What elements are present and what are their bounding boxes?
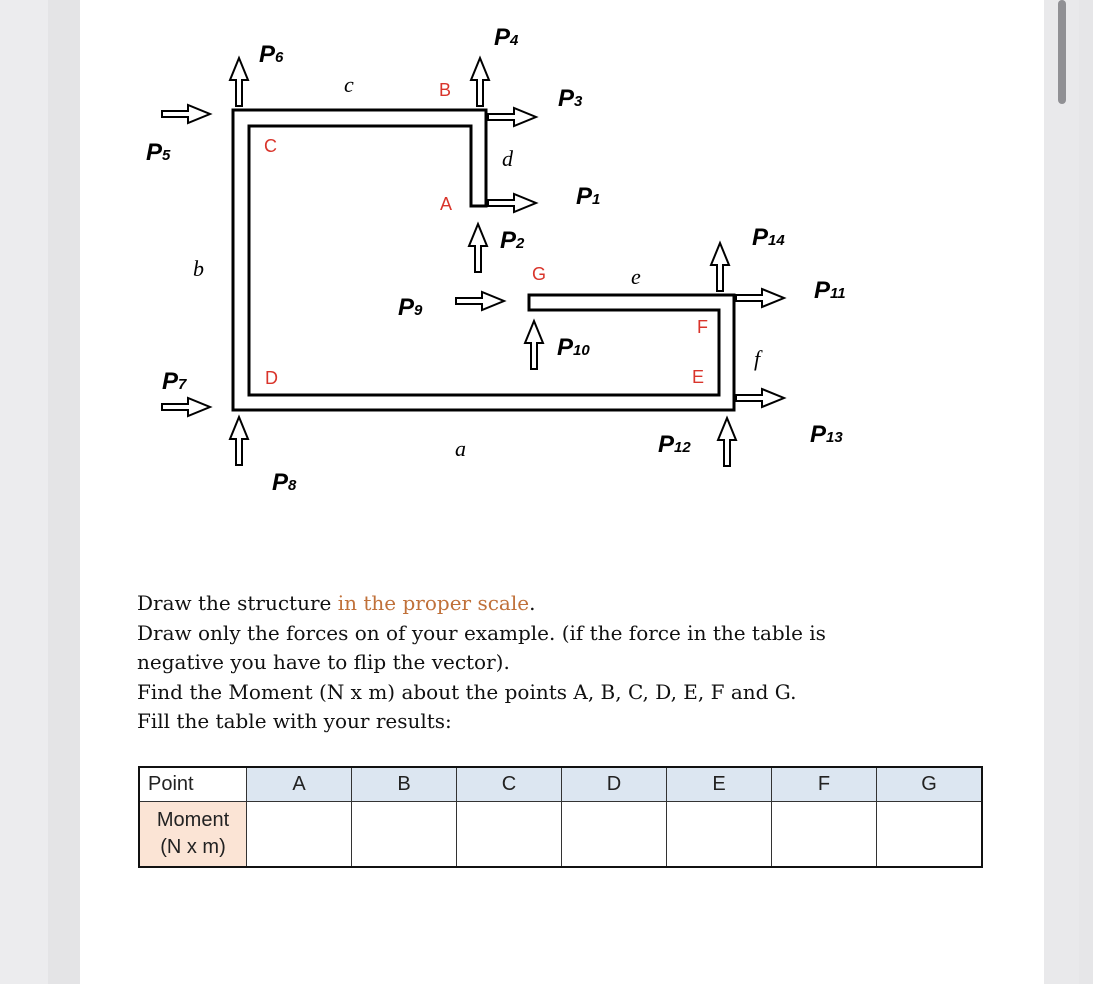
dimension-a-label: a bbox=[455, 436, 466, 461]
column-header-f: F bbox=[772, 767, 877, 802]
point-a-label: A bbox=[440, 194, 453, 214]
force-arrows bbox=[162, 58, 784, 466]
force-p14-label: P14 bbox=[752, 224, 785, 251]
instruction-line-1 bbox=[137, 589, 997, 619]
scrollbar-track[interactable] bbox=[1044, 0, 1079, 984]
instruction-line-4: Find the Moment (N x m) about the points A, B, C, D, E, F and G. bbox=[137, 679, 797, 704]
column-header-c: C bbox=[457, 767, 562, 802]
dimension-e-label: e bbox=[631, 264, 641, 289]
point-c-label: C bbox=[264, 136, 277, 156]
force-p7-arrow bbox=[162, 398, 210, 416]
table-moment-row bbox=[139, 802, 982, 868]
point-f-label: F bbox=[697, 317, 708, 337]
force-p3-label: P3 bbox=[558, 85, 583, 112]
force-p1-arrow bbox=[488, 194, 536, 212]
force-p5-label: P5 bbox=[146, 139, 171, 166]
column-header-a: A bbox=[247, 767, 352, 802]
moment-results-table bbox=[138, 766, 983, 868]
dimension-b-label: b bbox=[193, 256, 204, 281]
force-p8-label: P8 bbox=[272, 469, 297, 496]
point-e-label: E bbox=[692, 367, 705, 387]
point-d-label: D bbox=[265, 368, 278, 388]
row-label-line-2: (N x m) bbox=[160, 836, 226, 858]
force-p12-arrow bbox=[718, 418, 736, 466]
force-p4-label: P4 bbox=[494, 24, 519, 51]
column-header-b: B bbox=[352, 767, 457, 802]
force-p8-arrow bbox=[230, 417, 248, 465]
force-p10-label: P10 bbox=[557, 334, 590, 361]
dimension-c-label: c bbox=[344, 72, 354, 97]
moment-cell-b[interactable] bbox=[352, 802, 457, 868]
point-g-label: G bbox=[532, 264, 547, 284]
moment-cell-g[interactable] bbox=[877, 802, 983, 868]
structure-frame bbox=[233, 110, 734, 410]
instruction-line-3: negative you have to flip the vector). bbox=[137, 650, 510, 674]
force-p10-arrow bbox=[525, 321, 543, 369]
force-p7-label: P7 bbox=[162, 368, 187, 395]
force-p1-label: P1 bbox=[576, 183, 601, 210]
scrollbar-thumb[interactable] bbox=[1058, 0, 1066, 104]
force-p5-arrow bbox=[162, 105, 210, 123]
force-p3-arrow bbox=[488, 108, 536, 126]
force-p2-label: P2 bbox=[500, 227, 525, 254]
column-header-e: E bbox=[667, 767, 772, 802]
dimension-d-label: d bbox=[502, 146, 513, 171]
header-point-label: Point bbox=[139, 767, 247, 802]
instruction-line-2: Draw only the forces on of your example. (if the force in the table is bbox=[137, 620, 826, 645]
force-p13-arrow bbox=[736, 389, 784, 407]
instructions-text bbox=[137, 589, 997, 737]
force-p9-arrow bbox=[456, 292, 504, 310]
row-moment-label bbox=[139, 802, 247, 868]
instruction-line-5: Fill the table with your results: bbox=[137, 709, 452, 733]
force-p11-arrow bbox=[736, 289, 784, 307]
column-header-d: D bbox=[562, 767, 667, 802]
moment-cell-f[interactable] bbox=[772, 802, 877, 868]
force-p6-label: P6 bbox=[259, 41, 284, 68]
force-p4-arrow bbox=[471, 58, 489, 106]
instruction-line-1-suffix: . bbox=[529, 591, 536, 615]
frame-outer-outline bbox=[233, 110, 734, 410]
moment-cell-e[interactable] bbox=[667, 802, 772, 868]
force-p11-label: P11 bbox=[814, 277, 846, 304]
force-p2-arrow bbox=[469, 224, 487, 272]
instruction-line-1-accent: in the proper scale bbox=[337, 591, 530, 615]
force-p13-label: P13 bbox=[810, 421, 843, 448]
force-p12-label: P12 bbox=[658, 431, 691, 458]
moment-cell-d[interactable] bbox=[562, 802, 667, 868]
column-header-g: G bbox=[877, 767, 983, 802]
moment-cell-a[interactable] bbox=[247, 802, 352, 868]
row-label-line-1: Moment bbox=[156, 809, 230, 831]
table-header-row bbox=[139, 767, 982, 802]
force-p9-label: P9 bbox=[398, 294, 423, 321]
instruction-line-1-prefix: Draw the structure bbox=[137, 591, 338, 615]
force-p14-arrow bbox=[711, 243, 729, 291]
dimension-f-label: f bbox=[754, 346, 761, 371]
force-p6-arrow bbox=[230, 58, 248, 106]
point-b-label: B bbox=[439, 80, 452, 100]
moment-cell-c[interactable] bbox=[457, 802, 562, 868]
